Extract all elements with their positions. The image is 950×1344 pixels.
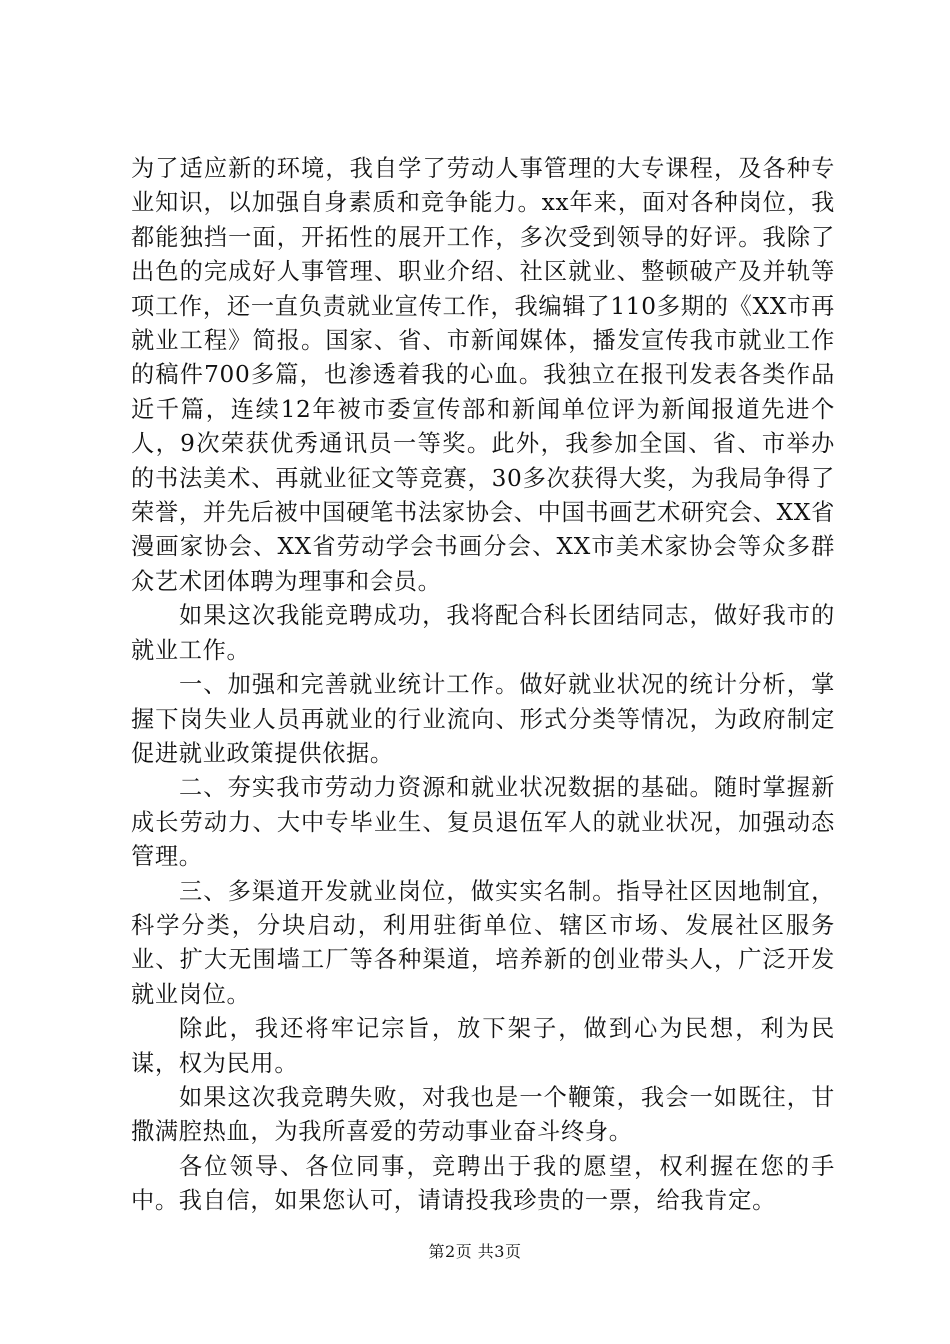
paragraph-4: 二、夯实我市劳动力资源和就业状况数据的基础。随时掌握新成长劳动力、大中专毕业生、复员退伍军人的就业状况，加强动态管理。 (131, 774, 835, 871)
paragraph-7: 如果这次我竞聘失败，对我也是一个鞭策，我会一如既往，甘撒满腔热血，为我所喜爱的劳动事业奋斗终身。 (131, 1083, 835, 1146)
paragraph-3: 一、加强和完善就业统计工作。做好就业状况的统计分析，掌握下岗失业人员再就业的行业流向、形式分类等情况，为政府制定促进就业政策提供依据。 (131, 671, 835, 767)
paragraph-1: 为了适应新的环境，我自学了劳动人事管理的大专课程，及各种专业知识，以加强自身素质和竞争能力。xx年来，面对各种岗位，我都能独挡一面，开拓性的展开工作，多次受到领导的好评。我除了出色的完成好人事管理、职业介绍、社区就业、整顿破产及并轨等项工作，还一直负责就业宣传工作，我编辑了110多期的《XX市再就业工程》简报。国家、省、市新闻媒体，播发宣传我市就业工作的稿件700多篇，也渗透着我的心血。我独立在报刊发表各类作品近千篇，连续12年被市委宣传部和新闻单位评为新闻报道先进个人，9次荣获优秀通讯员一等奖。此外，我参加全国、省、市举办的书法美术、再就业征文等竞赛，30多次获得大奖，为我局争得了荣誉，并先后被中国硬笔书法家协会、中国书画艺术研究会、XX省漫画家协会、XX省劳动学会书画分会、XX市美术家协会等众多群众艺术团体聘为理事和会员。 (131, 155, 835, 595)
document-body (131, 152, 835, 1219)
paragraph-8: 各位领导、各位同事，竞聘出于我的愿望，权利握在您的手中。我自信，如果您认可，请请投我珍贵的一票，给我肯定。 (131, 1152, 835, 1215)
paragraph-5: 三、多渠道开发就业岗位，做实实名制。指导社区因地制宜，科学分类，分块启动，利用驻街单位、辖区市场、发展社区服务业、扩大无围墙工厂等各种渠道，培养新的创业带头人，广泛开发就业岗位。 (131, 877, 835, 1008)
paragraph-6: 除此，我还将牢记宗旨，放下架子，做到心为民想，利为民谋，权为民用。 (131, 1015, 835, 1077)
page-footer: 第2页 共3页 (428, 1242, 522, 1261)
paragraph-2: 如果这次我能竞聘成功，我将配合科长团结同志，做好我市的就业工作。 (131, 602, 835, 664)
